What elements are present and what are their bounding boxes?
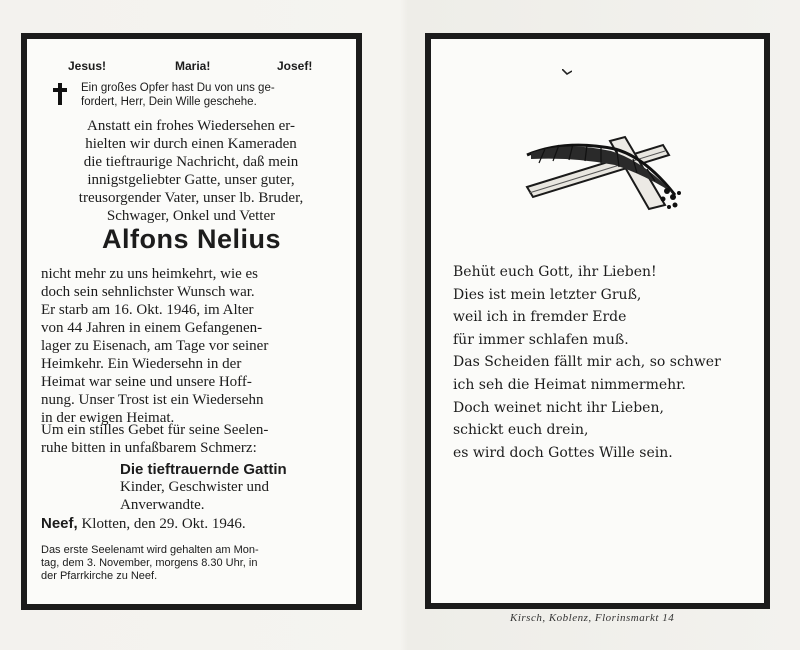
deceased-name: Alfons Nelius bbox=[101, 224, 282, 254]
ink-mark-icon bbox=[562, 69, 572, 75]
obituary-card bbox=[21, 33, 362, 610]
place-name: Neef, bbox=[41, 515, 78, 532]
memorial-card bbox=[425, 33, 770, 609]
death-notice-paragraph: nicht mehr zu uns heimkehrt, wie es doch sein sehnlichster Wunsch war. Er starb am 16. Okt. 1946, im Alter von 44 Jahren in einem Gefangenen- lager zu Eisenach, am Tage vor seiner Heimkehr. Ein Wiedersehn in der Heimat war seine und unsere Hoff- nung. Unser Trost ist ein Wiedersehn in der ewigen Heimat. bbox=[41, 266, 269, 426]
prayer-request: Um ein stilles Gebet für seine Seelen- ruhe bitten in unfaßbarem Schmerz: bbox=[41, 422, 269, 456]
mourners-title: Die tieftrauernde Gattin bbox=[120, 461, 287, 478]
farewell-poem: Behüt euch Gott, ihr Lieben! Dies ist mein letzter Gruß, weil ich in fremder Erde für immer schlafen muß. Das Scheiden fällt mir ach, so schwer ich seh die Heimat nimmermehr. Doch weinet nicht ihr Lieben, schickt euch drein, es wird doch Gottes Wille sein. bbox=[453, 264, 721, 461]
cross-icon bbox=[53, 83, 67, 105]
invocation-maria: Maria! bbox=[175, 59, 211, 73]
prayer-text: Ein großes Opfer hast Du von uns ge- fordert, Herr, Dein Wille geschehe. bbox=[81, 82, 275, 108]
invocation-josef: Josef! bbox=[277, 59, 313, 73]
mourners-list: Kinder, Geschwister und Anverwandte. bbox=[120, 479, 269, 513]
place-date bbox=[41, 515, 341, 533]
palm-cross-icon bbox=[525, 135, 685, 215]
place-date-rest: Klotten, den 29. Okt. 1946. bbox=[77, 516, 246, 532]
printer-imprint: Kirsch, Koblenz, Florinsmarkt 14 bbox=[510, 612, 675, 624]
intro-paragraph: Anstatt ein frohes Wiedersehen er- hielten wir durch einen Kameraden die tieftraurige Nachricht, daß mein innigstgeliebter Gatte, unser guter, treusorgender Vater, unser lb. Bruder, Schwager, Onkel und Vetter bbox=[78, 118, 304, 224]
invocation-jesus: Jesus! bbox=[68, 59, 107, 73]
mass-notice: Das erste Seelenamt wird gehalten am Mon- tag, dem 3. November, morgens 8.30 Uhr, in der Pfarrkirche zu Neef. bbox=[41, 544, 259, 582]
